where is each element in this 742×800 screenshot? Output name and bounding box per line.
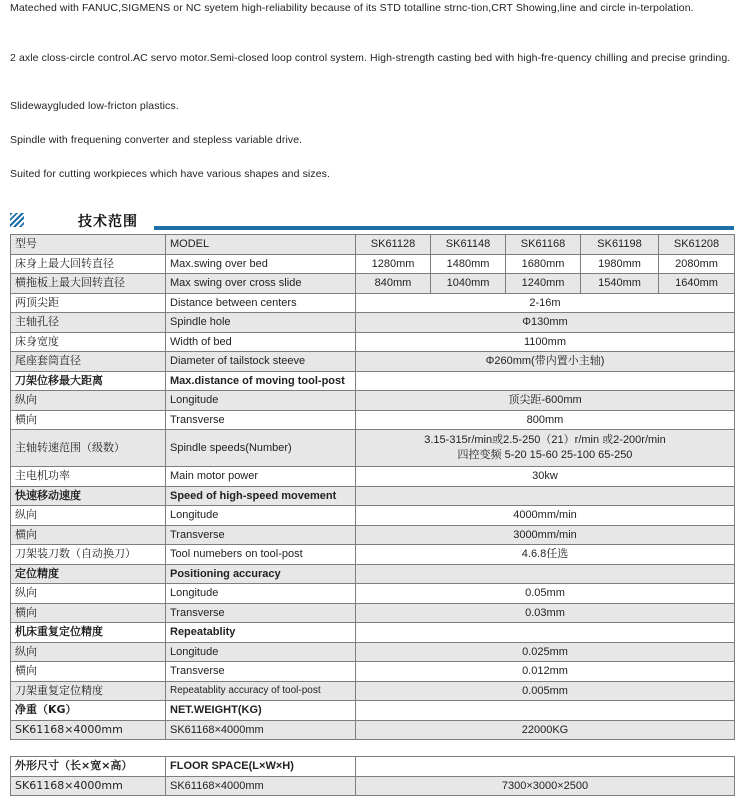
row-label-en: SK61168×4000mm: [166, 720, 356, 740]
value-cell: 0.05mm: [356, 584, 735, 604]
row-label-en: Transverse: [166, 410, 356, 430]
row-label-en: Main motor power: [166, 467, 356, 487]
row-label-en: Longitude: [166, 584, 356, 604]
table-row: [11, 757, 735, 777]
table-row: [11, 467, 735, 487]
table-row: [11, 776, 735, 796]
row-label-en: Max.distance of moving tool-post: [166, 371, 356, 391]
intro-paragraph: 2 axle closs-circle control.AC servo motor.Semi-closed loop control system. High-strength casting bed with high-fre-quency chilling and precise grinding.: [10, 52, 731, 64]
value-cell: 2-16m: [356, 293, 735, 313]
value-cell: 2080mm: [659, 254, 735, 274]
table-row: [11, 506, 735, 526]
table-row: [11, 720, 735, 740]
row-label-cn: 主轴转速范围（级数）: [11, 430, 166, 467]
table-row: [11, 293, 735, 313]
row-label-en: NET.WEIGHT(KG): [166, 701, 356, 721]
value-cell: 22000KG: [356, 720, 735, 740]
table-row: [11, 642, 735, 662]
intro-paragraph: Mateched with FANUC,SIGMENS or NC syetem high-reliability because of its STD totalline strnc-tion,CRT Showing,line and circle in-terpolation.: [10, 2, 694, 14]
value-cell: 1100mm: [356, 332, 735, 352]
value-cell: [356, 371, 735, 391]
table-row: [11, 371, 735, 391]
table-row: [11, 254, 735, 274]
value-cell: [356, 564, 735, 584]
table-row: [11, 564, 735, 584]
row-label-en: SK61168×4000mm: [166, 776, 356, 796]
model-cell: SK61168: [506, 235, 581, 255]
row-label-cn: 尾座套筒直径: [11, 352, 166, 372]
row-label-en: Repeatablity: [166, 623, 356, 643]
row-label-en: FLOOR SPACE(L×W×H): [166, 757, 356, 777]
table-row: [11, 313, 735, 333]
table-row: [11, 701, 735, 721]
value-cell: 0.005mm: [356, 681, 735, 701]
value-cell: 顶尖距-600mm: [356, 391, 735, 411]
table-row: [11, 486, 735, 506]
value-cell: 30kw: [356, 467, 735, 487]
table-row: [11, 662, 735, 682]
value-cell: 4000mm/min: [356, 506, 735, 526]
row-label-cn: 两顶尖距: [11, 293, 166, 313]
row-label-cn: 纵向: [11, 584, 166, 604]
table-row: [11, 274, 735, 294]
value-cell: [356, 757, 735, 777]
value-cell: 4.6.8任选: [356, 545, 735, 565]
spindle-speed-line: 3.15-315r/min或2.5-250（21）r/min 或2-200r/min: [424, 434, 666, 446]
intro-paragraph: Suited for cutting workpieces which have various shapes and sizes.: [10, 168, 331, 180]
value-cell: 3000mm/min: [356, 525, 735, 545]
row-label-en: Speed of high-speed movement: [166, 486, 356, 506]
row-label-cn: 刀架重复定位精度: [11, 681, 166, 701]
table-row: [11, 584, 735, 604]
row-label-en: Transverse: [166, 525, 356, 545]
value-cell: 1240mm: [506, 274, 581, 294]
value-cell: [356, 623, 735, 643]
model-cell: SK61208: [659, 235, 735, 255]
table-row: [11, 332, 735, 352]
value-cell: [356, 701, 735, 721]
row-label-cn: 主轴孔径: [11, 313, 166, 333]
row-label-cn: 刀架装刀数（自动换刀）: [11, 545, 166, 565]
value-cell: 1280mm: [356, 254, 431, 274]
row-label-cn: 净重（KG）: [11, 701, 166, 721]
header-cn: 型号: [11, 235, 166, 255]
intro-paragraph: Slidewaygluded low-fricton plastics.: [10, 100, 179, 112]
spec-table: [10, 234, 735, 796]
row-label-cn: 主电机功率: [11, 467, 166, 487]
value-cell: 1040mm: [431, 274, 506, 294]
table-header-row: [11, 235, 735, 255]
table-row: [11, 623, 735, 643]
table-row: [11, 545, 735, 565]
value-cell: 840mm: [356, 274, 431, 294]
spindle-speed-line: 四控变频 5-20 15-60 25-100 65-250: [457, 449, 633, 461]
row-label-cn: 纵向: [11, 642, 166, 662]
table-row: [11, 430, 735, 467]
row-label-en: Max.swing over bed: [166, 254, 356, 274]
row-label-en: Transverse: [166, 603, 356, 623]
row-label-en: Width of bed: [166, 332, 356, 352]
model-cell: SK61148: [431, 235, 506, 255]
value-cell: Φ130mm: [356, 313, 735, 333]
value-cell: 800mm: [356, 410, 735, 430]
row-label-cn: 纵向: [11, 391, 166, 411]
row-label-cn: 外形尺寸（长×宽×高）: [11, 757, 166, 777]
value-cell: [356, 430, 735, 467]
table-row: [11, 391, 735, 411]
section-title: 技术范围: [78, 214, 138, 230]
value-cell: 1680mm: [506, 254, 581, 274]
row-label-en: Tool numebers on tool-post: [166, 545, 356, 565]
row-label-en: Spindle speeds(Number): [166, 430, 356, 467]
table-spacer: [11, 740, 735, 757]
table-row: [11, 352, 735, 372]
row-label-en: Positioning accuracy: [166, 564, 356, 584]
row-label-en: Longitude: [166, 506, 356, 526]
value-cell: [356, 486, 735, 506]
row-label-en: Transverse: [166, 662, 356, 682]
row-label-cn: 横向: [11, 525, 166, 545]
row-label-cn: 纵向: [11, 506, 166, 526]
value-cell: 1640mm: [659, 274, 735, 294]
row-label-en: Spindle hole: [166, 313, 356, 333]
row-label-en: Distance between centers: [166, 293, 356, 313]
row-label-en: Repeatablity accuracy of tool-post: [166, 681, 356, 701]
value-cell: 0.012mm: [356, 662, 735, 682]
model-cell: SK61128: [356, 235, 431, 255]
value-cell: 1480mm: [431, 254, 506, 274]
row-label-cn: 横向: [11, 662, 166, 682]
row-label-cn: 快速移动速度: [11, 486, 166, 506]
row-label-cn: 床身上最大回转直径: [11, 254, 166, 274]
value-cell: 1980mm: [581, 254, 659, 274]
header-en: MODEL: [166, 235, 356, 255]
row-label-cn: 刀架位移最大距离: [11, 371, 166, 391]
section-header: [8, 210, 734, 232]
row-label-en: Longitude: [166, 642, 356, 662]
row-label-cn: 机床重复定位精度: [11, 623, 166, 643]
row-label-en: Max swing over cross slide: [166, 274, 356, 294]
row-label-cn: 床身宽度: [11, 332, 166, 352]
value-cell: 7300×3000×2500: [356, 776, 735, 796]
value-cell: 0.025mm: [356, 642, 735, 662]
table-row: [11, 603, 735, 623]
row-label-en: Diameter of tailstock steeve: [166, 352, 356, 372]
row-label-cn: 横拖板上最大回转直径: [11, 274, 166, 294]
row-label-cn: 横向: [11, 603, 166, 623]
model-cell: SK61198: [581, 235, 659, 255]
row-label-cn: 定位精度: [11, 564, 166, 584]
stripe-icon: [10, 213, 24, 227]
value-cell: 0.03mm: [356, 603, 735, 623]
table-row: [11, 525, 735, 545]
table-row: [11, 410, 735, 430]
row-label-en: Longitude: [166, 391, 356, 411]
row-label-cn: SK61168×4000mm: [11, 720, 166, 740]
row-label-cn: SK61168×4000mm: [11, 776, 166, 796]
intro-paragraph: Spindle with frequening converter and stepless variable drive.: [10, 134, 303, 146]
table-row: [11, 681, 735, 701]
value-cell: Φ260mm(带内置小主轴): [356, 352, 735, 372]
value-cell: 1540mm: [581, 274, 659, 294]
row-label-cn: 横向: [11, 410, 166, 430]
